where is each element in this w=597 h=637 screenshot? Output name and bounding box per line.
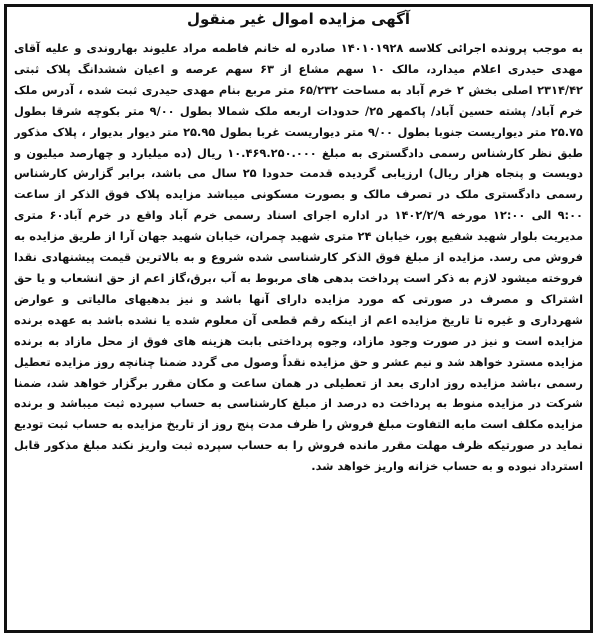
- notice-body: به موجب پرونده اجرائی کلاسه ۱۴۰۱۰۱۹۲۸ صادره له خانم فاطمه مراد علیوند بهاروندی و علیه آقای مهدی حیدری اعلام میدارد، مالک ۱۰ سهم مشاع از ۶۳ سهم عرصه و اعیان ششدانگ پلاک ثبتی ۲۳۱۴/۴۲ اصلی بخش ۲ خرم آباد به مساحت ۶۵/۲۳۲ متر مربع بنام مهدی حیدری ثبت شده ، آدرس ملک خرم آباد/ پشته حسین آباد/ پاکمهر ۲۵/ حدودات اربعه ملک شمالا بطول ۹/۰۰ متر بکوچه شرقا بطول ۲۵.۷۵ متر دیواریست جنوبا بطول ۹/۰۰ متر دیواریست غربا بطول ۲۵.۹۵ متر دیوار بدیوار ، پلاک مذکور طبق نظر کارشناس رسمی دادگستری به مبلغ ۱۰.۴۶۹.۲۵۰.۰۰۰ ریال (ده میلیارد و چهارصد میلیون و دویست و پنجاه هزار ریال) ارزیابی گردیده قدمت حدودا ۲۵ سال می باشد، برابر گزارش کارشناس رسمی دادگستری ملک در تصرف مالک و بصورت مسکونی میباشد مزایده پلاک فوق الذکر از ساعت ۹:۰۰ الی ۱۲:۰۰ مورخه ۱۴۰۲/۲/۹ در اداره اجرای اسناد رسمی خرم آباد واقع در خرم آباد۶۰ متری مدیریت بلوار شهید شفیع پور، خیابان ۲۴ متری شهید چمران، خیابان شهید جهان آرا از طریق مزایده به فروش می رسد. مزایده از مبلغ فوق الذکر کارشناسی شده شروع و به بالاترین قیمت پیشنهادی نقدا فروخته میشود لازم به ذکر است پرداخت بدهی های مربوط به آب ،برق،گاز اعم از حق انشعاب و یا حق اشتراک و مصرف در صورتی که مورد مزایده دارای آنها باشد و نیز بدهیهای مالیاتی و عوارض شهرداری و غیره تا تاریخ مزایده اعم از اینکه رقم قطعی آن معلوم شده یا نشده باشد به عهده برنده مزایده است و نیز در صورت وجود مازاد، وجوه پرداختی بابت هزینه های فوق از محل مازاد به برنده مزایده مسترد خواهد شد و نیم عشر و حق مزایده نقداً وصول می گردد ضمنا چنانچه روز مزایده تعطیل رسمی ،باشد مزایده روز اداری بعد از تعطیلی در همان ساعت و مکان مقرر برگزار خواهد شد، ضمنا شرکت در مزایده منوط به پرداخت ده درصد از مبلغ کارشناسی به حساب سپرده ثبت میباشد و برنده مزایده مکلف است مابه التفاوت مبلغ فروش را ظرف مدت پنج روز از تاریخ مزایده به حساب ثبت تودیع نماید در صورتیکه ظرف مهلت مقرر مانده فروش را به حساب سپرده ثبت واریز نکند مبلغ مذکور قابل استرداد نبوده و به حساب خزانه واریز خواهد شد.: [14, 41, 583, 474]
- notice-title: آگهی مزایده اموال غیر منقول: [186, 10, 411, 28]
